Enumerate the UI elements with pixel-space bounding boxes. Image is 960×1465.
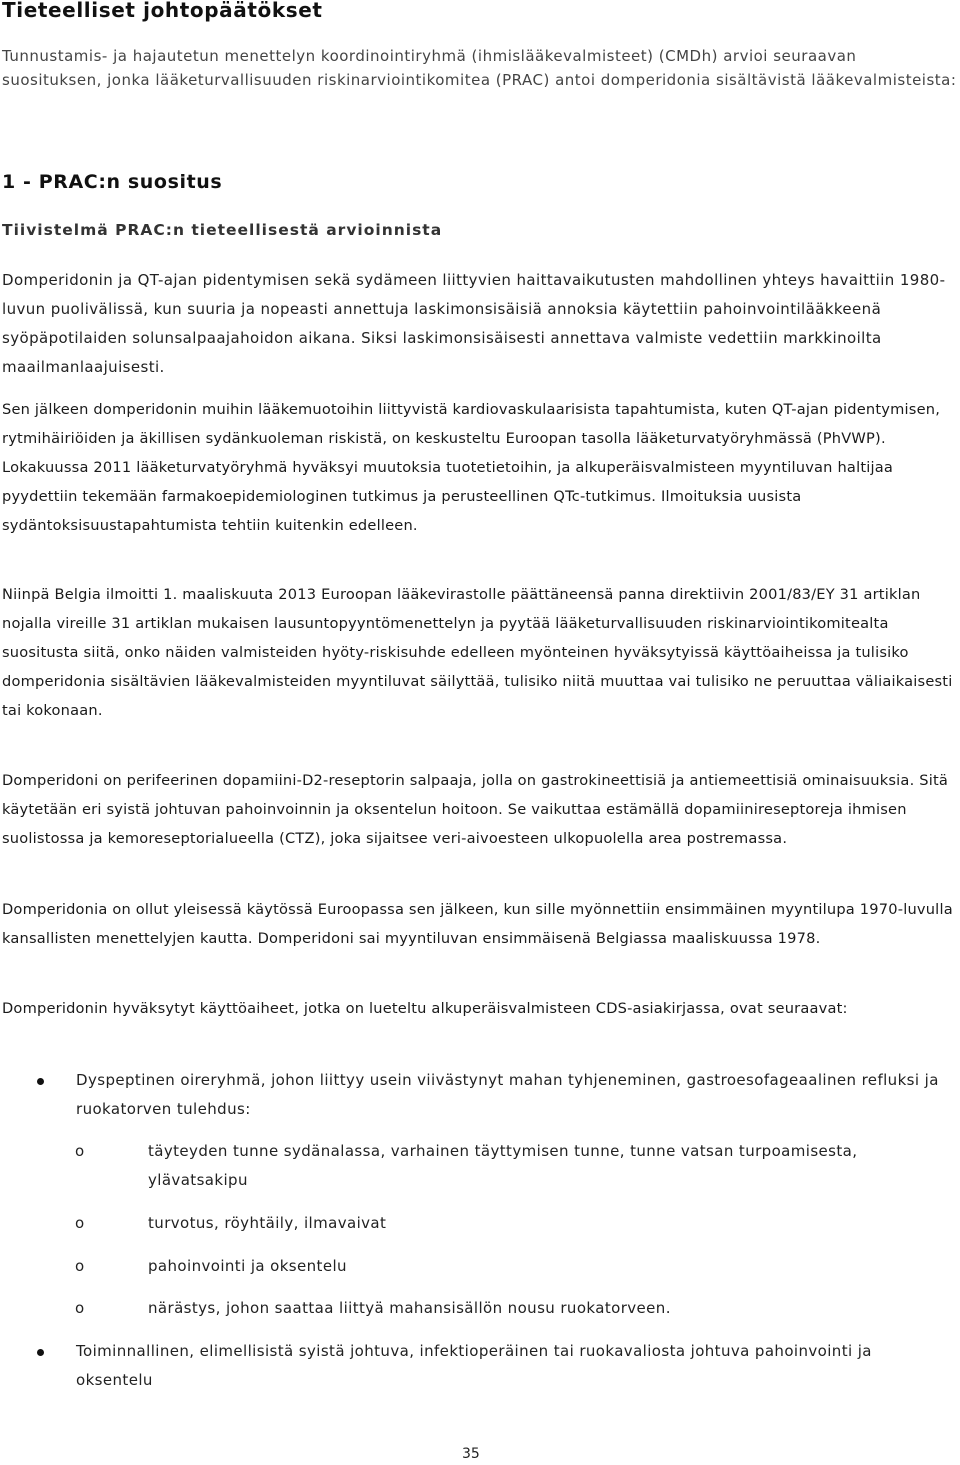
sub-item-text: turvotus, röyhtäily, ilmavaivat	[148, 1214, 387, 1232]
circle-bullet-icon: o	[75, 1142, 85, 1160]
sub-item-text: pahoinvointi ja oksentelu	[148, 1257, 347, 1275]
page-heading: Tieteelliset johtopäätökset	[2, 0, 323, 22]
circle-bullet-icon: o	[75, 1257, 85, 1275]
intro-paragraph: Tunnustamis- ja hajautetun menettelyn koordinointiryhmä (ihmislääkevalmisteet) (CMDh) arvioi seuraavan suosituksen, jonka lääketurvallisuuden riskinarviointikomitea (PRAC) antoi domperidonia sisältävistä lääkevalmisteista:	[2, 47, 957, 89]
sub-item-text: täyteyden tunne sydänalassa, varhainen täyttymisen tunne, tunne vatsan turpoamisesta, ylävatsakipu	[148, 1142, 858, 1189]
bullet-dot-icon	[37, 1078, 44, 1085]
bullet-text: Dyspeptinen oireryhmä, johon liittyy usein viivästynyt mahan tyhjeneminen, gastroesofageaalinen refluksi ja ruokatorven tulehdus:	[76, 1071, 939, 1118]
paragraph-5: Domperidonia on ollut yleisessä käytössä Euroopassa sen jälkeen, kun sille myönnettiin ensimmäinen myyntilupa 1970-luvulla kansallisten menettelyjen kautta. Domperidoni sai myyntiluvan ensimmäisenä Belgiassa maaliskuussa 1978.	[2, 901, 953, 947]
circle-bullet-icon: o	[75, 1214, 85, 1232]
sub-item-text: närästys, johon saattaa liittyä mahansisällön nousu ruokatorveen.	[148, 1299, 671, 1317]
paragraph-3: Niinpä Belgia ilmoitti 1. maaliskuuta 2013 Euroopan lääkevirastolle päättäneensä panna direktiivin 2001/83/EY 31 artiklan nojalla vireille 31 artiklan mukaisen lausuntopyyntömenettelyn ja pyytää lääketurvallisuuden riskinarviointikomitealta suositusta siitä, onko näiden valmisteiden hyöty-riskisuhde edelleen myönteinen hyväksytyissä käyttöaiheissa ja tulisiko domperidonia sisältävien lääkevalmisteiden myyntiluvat säilyttää, tulisiko niitä muuttaa vai tulisiko ne peruuttaa väliaikaisesti tai kokonaan.	[2, 586, 953, 719]
bullet-text: Toiminnallinen, elimellisistä syistä johtuva, infektioperäinen tai ruokavaliosta johtuva pahoinvointi ja oksentelu	[76, 1342, 872, 1389]
section-title: 1 - PRAC:n suositus	[2, 171, 223, 193]
subsection-title: Tiivistelmä PRAC:n tieteellisestä arvioinnista	[2, 221, 443, 239]
circle-bullet-icon: o	[75, 1299, 85, 1317]
paragraph-6: Domperidonin hyväksytyt käyttöaiheet, jotka on lueteltu alkuperäisvalmisteen CDS-asiakirjassa, ovat seuraavat:	[2, 1000, 848, 1017]
page-number: 35	[462, 1446, 480, 1462]
bullet-dot-icon	[37, 1349, 44, 1356]
paragraph-4: Domperidoni on perifeerinen dopamiini-D2-reseptorin salpaaja, jolla on gastrokineettisiä ja antiemeettisiä ominaisuuksia. Sitä käytetään eri syistä johtuvan pahoinvoinnin ja oksentelun hoitoon. Se vaikuttaa estämällä dopamiinireseptoreja ihmisen suolistossa ja kemoreseptorialueella (CTZ), joka sijaitsee veri-aivoesteen ulkopuolella area postremassa.	[2, 772, 949, 847]
paragraph-1: Domperidonin ja QT-ajan pidentymisen sekä sydämeen liittyvien haittavaikutusten mahdollinen yhteys havaittiin 1980-luvun puolivälissä, kun suuria ja nopeasti annettuja laskimonsisäisiä annoksia käytettiin pahoinvointilääkkeenä syöpäpotilaiden solunsalpaajahoidon aikana. Siksi laskimonsisäisesti annettava valmiste vedettiin markkinoilta maailmanlaajuisesti.	[2, 271, 946, 376]
paragraph-2: Sen jälkeen domperidonin muihin lääkemuotoihin liittyvistä kardiovaskulaarisista tapahtumista, kuten QT-ajan pidentymisen, rytmihäiriöiden ja äkillisen sydänkuoleman riskistä, on keskusteltu Euroopan tasolla lääketurvatyöryhmässä (PhVWP). Lokakuussa 2011 lääketurvatyöryhmä hyväksyi muutoksia tuotetietoihin, ja alkuperäisvalmisteen myyntiluvan haltijaa pyydettiin tekemään farmakoepidemiologinen tutkimus ja perusteellinen QTc-tutkimus. Ilmoituksia uusista sydäntoksisuustapahtumista tehtiin kuitenkin edelleen.	[2, 401, 941, 534]
